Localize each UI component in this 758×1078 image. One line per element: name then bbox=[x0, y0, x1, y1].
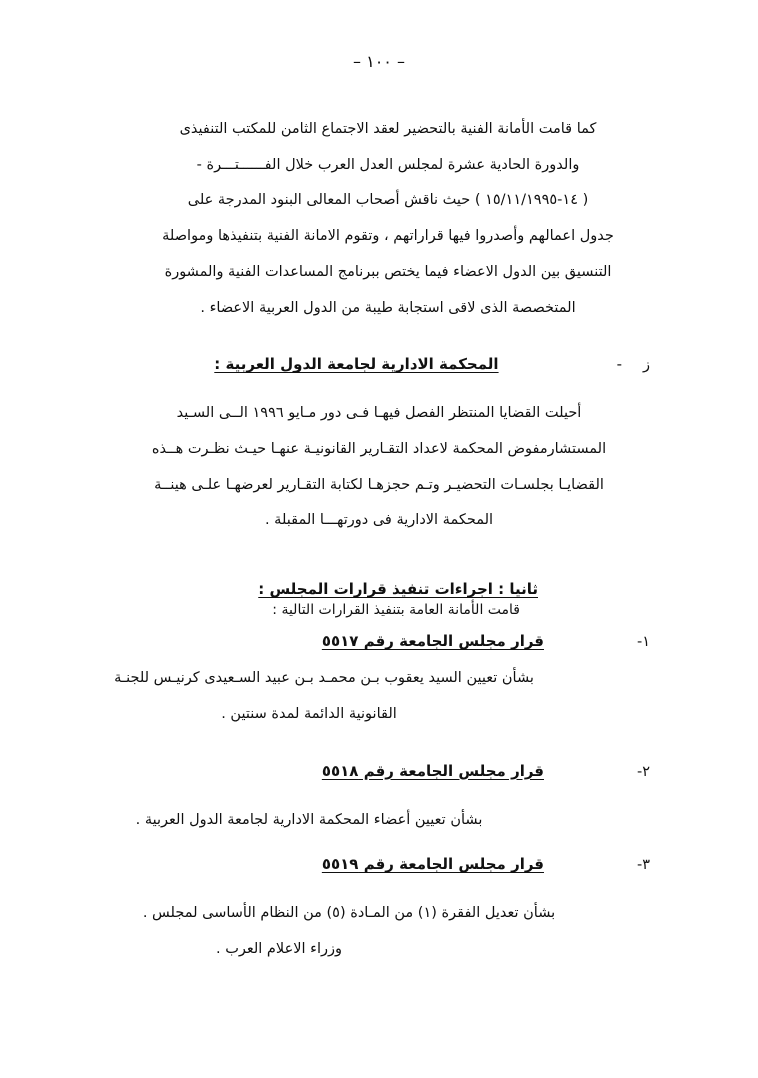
decision-body-3 bbox=[70, 899, 688, 964]
decision-body-line: القانونية الدائمة لمدة سنتين . bbox=[221, 705, 397, 722]
intro-line: جدول اعمالهم وأصدروا فيها قراراتهم ، وتقوم الامانة الفنية بتنفيذها ومواصلة bbox=[162, 228, 614, 245]
intro-line: والدورة الحادية عشرة لمجلس العدل العرب خلال الفــــــتـــرة - bbox=[196, 156, 580, 173]
decision-heading-1 bbox=[70, 632, 688, 650]
intro-line: كما قامت الأمانة الفنية بالتحضير لعقد الاجتماع الثامن للمكتب التنفيذى bbox=[179, 121, 597, 137]
court-section-heading bbox=[70, 355, 688, 373]
decision-title: قرار مجلس الجامعة رقم ٥٥١٩ bbox=[321, 855, 544, 874]
decision-heading-2 bbox=[70, 762, 688, 780]
decision-marker: ٣- bbox=[636, 857, 650, 874]
court-body-line: المحكمة الادارية فى دورتهـــا المقبلة . bbox=[264, 512, 494, 529]
decision-body-line: بشأن تعيين السيد يعقوب بـن محمـد بـن عبيد السـعيدى كرنيـس للجنـة bbox=[114, 670, 534, 687]
intro-line: المتخصصة الذى لاقى استجابة طيبة من الدول العربية الاعضاء . bbox=[200, 299, 576, 316]
decision-marker: ٢- bbox=[636, 763, 650, 780]
decision-title: قرار مجلس الجامعة رقم ٥٥١٨ bbox=[321, 761, 544, 780]
decision-body-line: وزراء الاعلام العرب . bbox=[216, 941, 342, 958]
intro-line: ( ١٤-١٥/١١/١٩٩٥ ) حيث ناقش أصحاب المعالى البنود المدرجة على bbox=[187, 192, 589, 209]
intro-paragraph bbox=[70, 115, 688, 323]
decision-body-2 bbox=[70, 806, 688, 836]
court-section-body bbox=[70, 399, 688, 536]
court-section-title: المحكمة الادارية لجامعة الدول العربية : bbox=[214, 355, 499, 374]
decision-marker: ١- bbox=[636, 634, 650, 651]
decision-heading-3 bbox=[70, 855, 688, 873]
court-section-dash: - bbox=[616, 355, 622, 374]
court-body-line: القضايـا بجلسـات التحضيـر وتـم حجزهـا لكتابة التقـارير لعرضهـا علـى هينــة bbox=[154, 476, 604, 493]
decision-body-line: بشأن تعديل الفقرة (١) من المـادة (٥) من النظام الأساسى لمجلس . bbox=[142, 905, 556, 922]
second-section-title: ثانيا : اجراءات تنفيذ قرارات المجلس : bbox=[258, 580, 538, 599]
second-section-lead: قامت الأمانة العامة بتنفيذ القرارات التالية : bbox=[272, 602, 520, 619]
intro-line: التنسيق بين الدول الاعضاء فيما يختص ببرنامج المساعدات الفنية والمشورة bbox=[164, 263, 612, 280]
court-body-line: المستشارمفوض المحكمة لاعداد التقـارير القانونيـة عنهـا حيـث نظـرت هــذه bbox=[151, 441, 607, 458]
page-number: – ١٠٠ – bbox=[353, 52, 405, 71]
decision-body-1 bbox=[70, 664, 688, 729]
court-body-line: أحيلت القضايا المنتظر الفصل فيهـا فـى دور مـايو ١٩٩٦ الــى السـيد bbox=[176, 405, 582, 422]
decision-title: قرار مجلس الجامعة رقم ٥٥١٧ bbox=[321, 632, 544, 651]
decision-body-line: بشأن تعيين أعضاء المحكمة الادارية لجامعة الدول العربية . bbox=[135, 811, 483, 828]
court-section-marker: ز bbox=[642, 357, 650, 374]
